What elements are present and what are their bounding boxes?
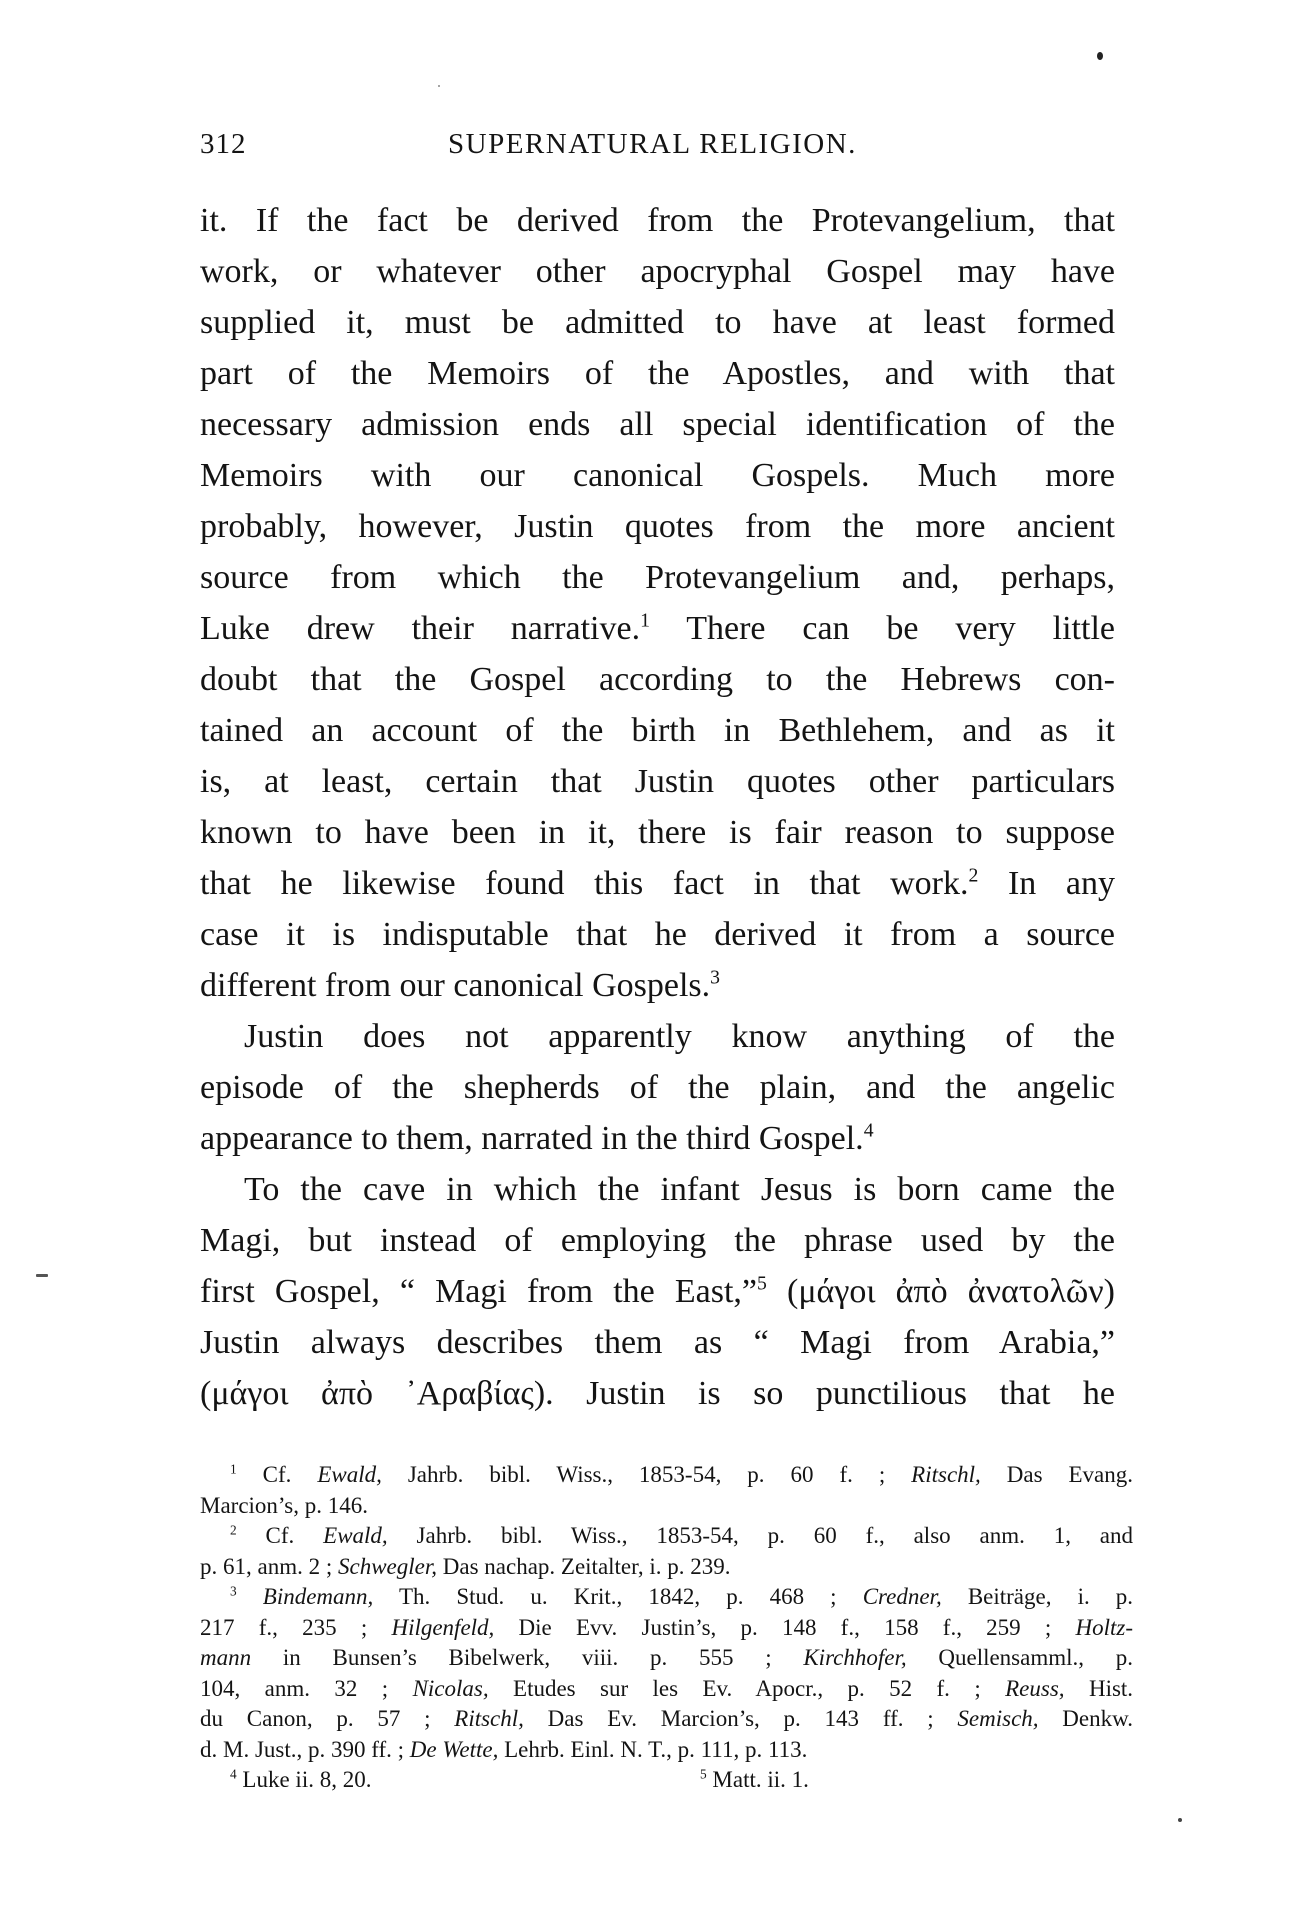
ink-speck	[1097, 52, 1103, 60]
footnote-mark: 1	[230, 1461, 237, 1477]
text-line: supplied it, must be admitted to have at least formed	[200, 304, 1115, 341]
footnote-mark: 3	[230, 1583, 237, 1599]
page-number: 312	[200, 128, 247, 160]
footnote-text: Denkw.	[1062, 1706, 1133, 1731]
footnote-line	[200, 1613, 1133, 1644]
text-line: part of the Memoirs of the Apostles, and with that	[200, 355, 1115, 392]
author-name: Reuss,	[1005, 1675, 1065, 1701]
text-line: Memoirs with our canonical Gospels. Much more	[200, 457, 1115, 494]
footnote-text: Das Evang.	[1006, 1462, 1133, 1487]
text-line	[200, 960, 1115, 1011]
footnote-text: Cf.	[262, 1462, 292, 1487]
text-line: tained an account of the birth in Bethlehem, and as it	[200, 712, 1115, 749]
text-line: To the cave in which the infant Jesus is born came the	[244, 1171, 1115, 1208]
footnote-line	[200, 1674, 1133, 1705]
author-name: Ritschl,	[454, 1706, 524, 1731]
footnote-line: Marcion’s, p. 146.	[200, 1492, 369, 1518]
footnote-ref-3: 3	[710, 966, 721, 989]
author-name: Semisch,	[957, 1706, 1039, 1731]
text-fragment: Luke drew their narrative.	[200, 610, 641, 647]
text-line: work, or whatever other apocryphal Gospel may have	[200, 253, 1115, 290]
text-line: probably, however, Justin quotes from the more ancient	[200, 508, 1115, 545]
text-fragment: There can be very little	[686, 610, 1115, 647]
footnote-line	[200, 1582, 1133, 1613]
text-fragment: different from our canonical Gospels.	[200, 967, 711, 1004]
footnote-text: Th. Stud. u. Krit., 1842, p. 468 ;	[398, 1584, 837, 1609]
footnote-text: Cf.	[265, 1523, 295, 1548]
text-fragment: appearance to them, narrated in the third Gospel.	[200, 1120, 864, 1157]
text-line: doubt that the Gospel according to the Hebrews con-	[200, 661, 1115, 698]
text-line: known to have been in it, there is fair reason to suppose	[200, 814, 1115, 851]
footnote-mark: 2	[230, 1522, 237, 1538]
footnote-text: Jahrb. bibl. Wiss., 1853-54, p. 60 f., also anm. 1, and	[416, 1523, 1133, 1548]
page-header	[200, 128, 1150, 168]
footnote-ref-1: 1	[640, 609, 650, 632]
footnote-text: Die Evv. Justin’s, p. 148 f., 158 f., 259 ;	[518, 1614, 1052, 1640]
author-name: Schwegler,	[338, 1553, 438, 1579]
footnote-line	[200, 1704, 1133, 1735]
ink-speck	[36, 1274, 48, 1277]
footnote-text: Das Ev. Marcion’s, p. 143 ff. ;	[547, 1706, 934, 1731]
text-fragment: first Gospel, “ Magi from the East,”	[200, 1273, 757, 1310]
ink-speck	[438, 85, 440, 87]
footnote-text: 104, anm. 32 ;	[200, 1675, 389, 1701]
footnote-line	[200, 1521, 1133, 1552]
footnote-text: Lehrb. Einl. N. T., p. 111, p. 113.	[504, 1736, 808, 1762]
text-line: Justin does not apparently know anything of the	[244, 1018, 1115, 1055]
author-name: De Wette,	[409, 1736, 499, 1762]
footnote-text: 217 f., 235 ;	[200, 1614, 368, 1640]
author-name: Kirchhofer,	[803, 1645, 907, 1670]
author-name: Ewald,	[317, 1462, 382, 1487]
author-name: Credner,	[862, 1584, 942, 1609]
text-line	[200, 858, 1115, 909]
author-name: mann	[200, 1645, 252, 1670]
footnote-text: Hist.	[1088, 1675, 1133, 1701]
text-line	[200, 1266, 1115, 1317]
text-line: Justin always describes them as “ Magi from Arabia,”	[200, 1324, 1115, 1361]
footnote-text: Das nachap. Zeitalter, i. p. 239.	[442, 1553, 731, 1579]
text-line	[200, 1113, 1115, 1164]
footnote-ref-2: 2	[968, 864, 979, 887]
text-line: it. If the fact be derived from the Protevangelium, that	[200, 202, 1115, 239]
footnote-text: Jahrb. bibl. Wiss., 1853-54, p. 60 f. ;	[407, 1462, 886, 1487]
author-name: Holtz-	[1075, 1614, 1133, 1640]
author-name: Ritschl,	[911, 1462, 981, 1487]
footnotes	[200, 1460, 1133, 1796]
text-fragment: that he likewise found this fact in that work.	[200, 865, 969, 902]
footnote-ref-5: 5	[757, 1272, 767, 1295]
footnote-text: Quellensamml., p.	[938, 1645, 1133, 1670]
footnote-4	[230, 1765, 700, 1796]
author-name: Nicolas,	[412, 1675, 489, 1701]
author-name: Ewald,	[323, 1523, 388, 1548]
footnote-text: Etudes sur les Ev. Apocr., p. 52 f. ;	[513, 1675, 981, 1701]
text-line: Magi, but instead of employing the phrase used by the	[200, 1222, 1115, 1259]
text-line: episode of the shepherds of the plain, and the angelic	[200, 1069, 1115, 1106]
footnote-line	[200, 1552, 1133, 1583]
footnote-ref-4: 4	[863, 1119, 874, 1142]
footnote-line	[200, 1735, 1133, 1766]
footnote-line	[200, 1460, 1133, 1491]
footnote-mark: 5	[700, 1766, 707, 1782]
text-line: source from which the Protevangelium and, perhaps,	[200, 559, 1115, 596]
text-line: is, at least, certain that Justin quotes other particulars	[200, 763, 1115, 800]
text-line: (μάγοι ἀπὸ ᾽Αραβίας). Justin is so punctilious that he	[200, 1375, 1115, 1412]
body-text	[200, 195, 1115, 1419]
footnote-text: p. 61, anm. 2 ;	[200, 1553, 333, 1579]
footnote-line	[200, 1765, 1133, 1796]
footnote-line	[200, 1643, 1133, 1674]
text-line: necessary admission ends all special identification of the	[200, 406, 1115, 443]
text-line	[200, 603, 1115, 654]
footnote-mark: 4	[230, 1766, 237, 1782]
footnote-text: Matt. ii. 1.	[712, 1767, 809, 1792]
running-title: SUPERNATURAL RELIGION.	[448, 128, 857, 160]
greek-phrase: (μάγοι ἀπὸ ἀνατολῶν)	[787, 1273, 1115, 1310]
ink-speck	[1178, 1818, 1182, 1822]
author-name: Hilgenfeld,	[391, 1614, 495, 1640]
footnote-text: Beiträge, i. p.	[967, 1584, 1133, 1609]
text-fragment: In any	[1007, 865, 1115, 902]
footnote-5	[700, 1765, 1133, 1796]
author-name: Bindemann,	[262, 1584, 374, 1609]
text-line: case it is indisputable that he derived it from a source	[200, 916, 1115, 953]
footnote-text: in Bunsen’s Bibelwerk, viii. p. 555 ;	[282, 1645, 772, 1670]
footnote-text: Luke ii. 8, 20.	[242, 1767, 372, 1792]
footnote-text: du Canon, p. 57 ;	[200, 1706, 431, 1731]
footnote-text: d. M. Just., p. 390 ff. ;	[200, 1736, 405, 1762]
